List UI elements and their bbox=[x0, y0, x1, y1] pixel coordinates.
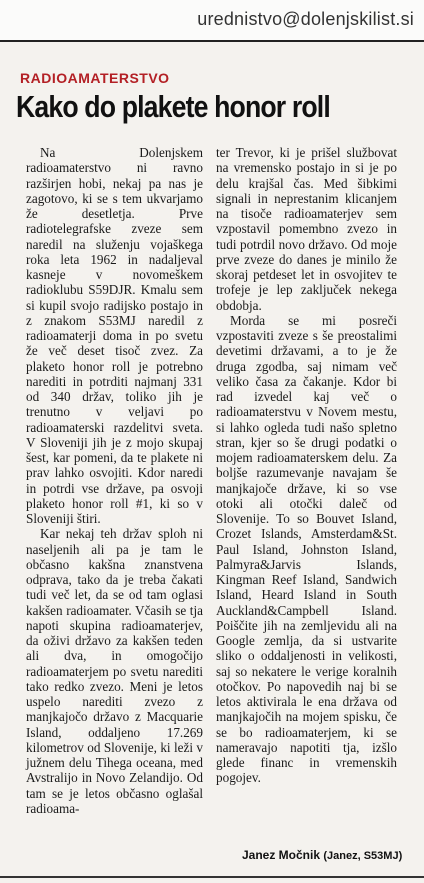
editorial-email[interactable]: urednistvo@dolenjskilist.si bbox=[197, 9, 414, 29]
author-name: Janez Močnik bbox=[242, 848, 321, 862]
header-divider bbox=[0, 40, 424, 42]
paragraph-3: ter Trevor, ki je prišel službovat na vremensko postajo in si je po delu krajšal čas. Med šibkimi signali in neprestanim klicanjem na tisoče radioamaterjev sem vzpostavil pomembno zvezo in tudi potrdil novo državo. Od moje prve zveze do danes je minilo že skoraj petdeset let in osvojitev te trofeje je lep zaključek nekega obdobja. bbox=[216, 145, 397, 313]
paragraph-2: Kar nekaj teh držav sploh ni naseljenih ali pa je tam le občasno kakšna znanstvena odprava, tako da je treba čakati tudi več let, da se od tam oglasi kakšen radioamater. Včasih se tja napoti skupina radioamaterjev, da oživi državo za kakšen teden ali dva, in omogočijo radioamaterjem po svetu narediti tako redko zvezo. Meni je letos uspelo narediti zvezo z manjkajočo državo z Macquarie Island, oddaljeno 17.269 kilometrov od Slovenije, ki leži v južnem delu Tihega oceana, med Avstralijo in Novo Zelandijo. Od tam se je letos občasno oglašal radioama- bbox=[26, 526, 203, 816]
section-kicker: RADIOAMATERSTVO bbox=[20, 70, 170, 86]
author-callsign: (Janez, S53MJ) bbox=[323, 850, 403, 862]
article-title: Kako do plakete honor roll bbox=[16, 89, 330, 124]
paragraph-1: Na Dolenjskem radioamaterstvo ni ravno razširjen hobi, nekaj pa nas je zagotovo, ki se s tem ukvarjamo že desetletja. Prve radiotelegrafske zveze sem naredil na služenju vojaškega roka leta 1962 in nadaljeval kasneje v novomeškem radioklubu S59DJR. Kmalu sem si kupil svojo radijsko postajo in z znakom S53MJ naredil z radioamaterji doma in po svetu že več deset tisoč zvez. Za plaketo honor roll je potrebno narediti in potrditi najmanj 331 od 340 držav, toliko jih je trenutno v veljavi po radioamaterski razdelitvi sveta. V Sloveniji jih je z mojo skupaj šest, kar pomeni, da te plakete ni prav lahko osvojiti. Kdor naredi in potrdi vse države, pa osvoji plaketo honor roll #1, ki so v Sloveniji štiri. bbox=[26, 145, 203, 526]
bottom-divider bbox=[0, 876, 424, 878]
header-bar bbox=[0, 0, 424, 40]
paragraph-4: Morda se mi posreči vzpostaviti zveze s še preostalimi devetimi državami, a to je že druga zgodba, saj nimam več veliko časa za čakanje. Kdor bi rad izvedel kaj več o radioamaterstvu v Novem mestu, si lahko ogleda tudi našo spletno stran, kjer so še drugi podatki o mojem radioamaterskem delu. Za boljše razumevanje navajam še manjkajoče države, ki so vse otoki ali otočki daleč od Slovenije. To so Bouvet Island, Crozet Islands, Amsterdam&St. Paul Island, Johnston Island, Palmyra&Jarvis Islands, Kingman Reef Island, Sandwich Island, Heard Island in South Auckland&Campbell Island. Poiščite jih na zemljevidu ali na Google zemlja, da si ustvarite sliko o oddaljenosti in velikosti, saj so nekatere le verige koralnih otočkov. Po napovedih naj bi se letos aktivirala le ena država od manjkajočih na mojem spisku, če se bo radioamaterjem, ki se nameravajo napotiti tja, izšlo glede financ in vremenskih pogojev. bbox=[216, 312, 397, 786]
article-column-1 bbox=[26, 145, 203, 816]
article-column-2 bbox=[216, 145, 397, 786]
author-signature bbox=[242, 848, 402, 862]
